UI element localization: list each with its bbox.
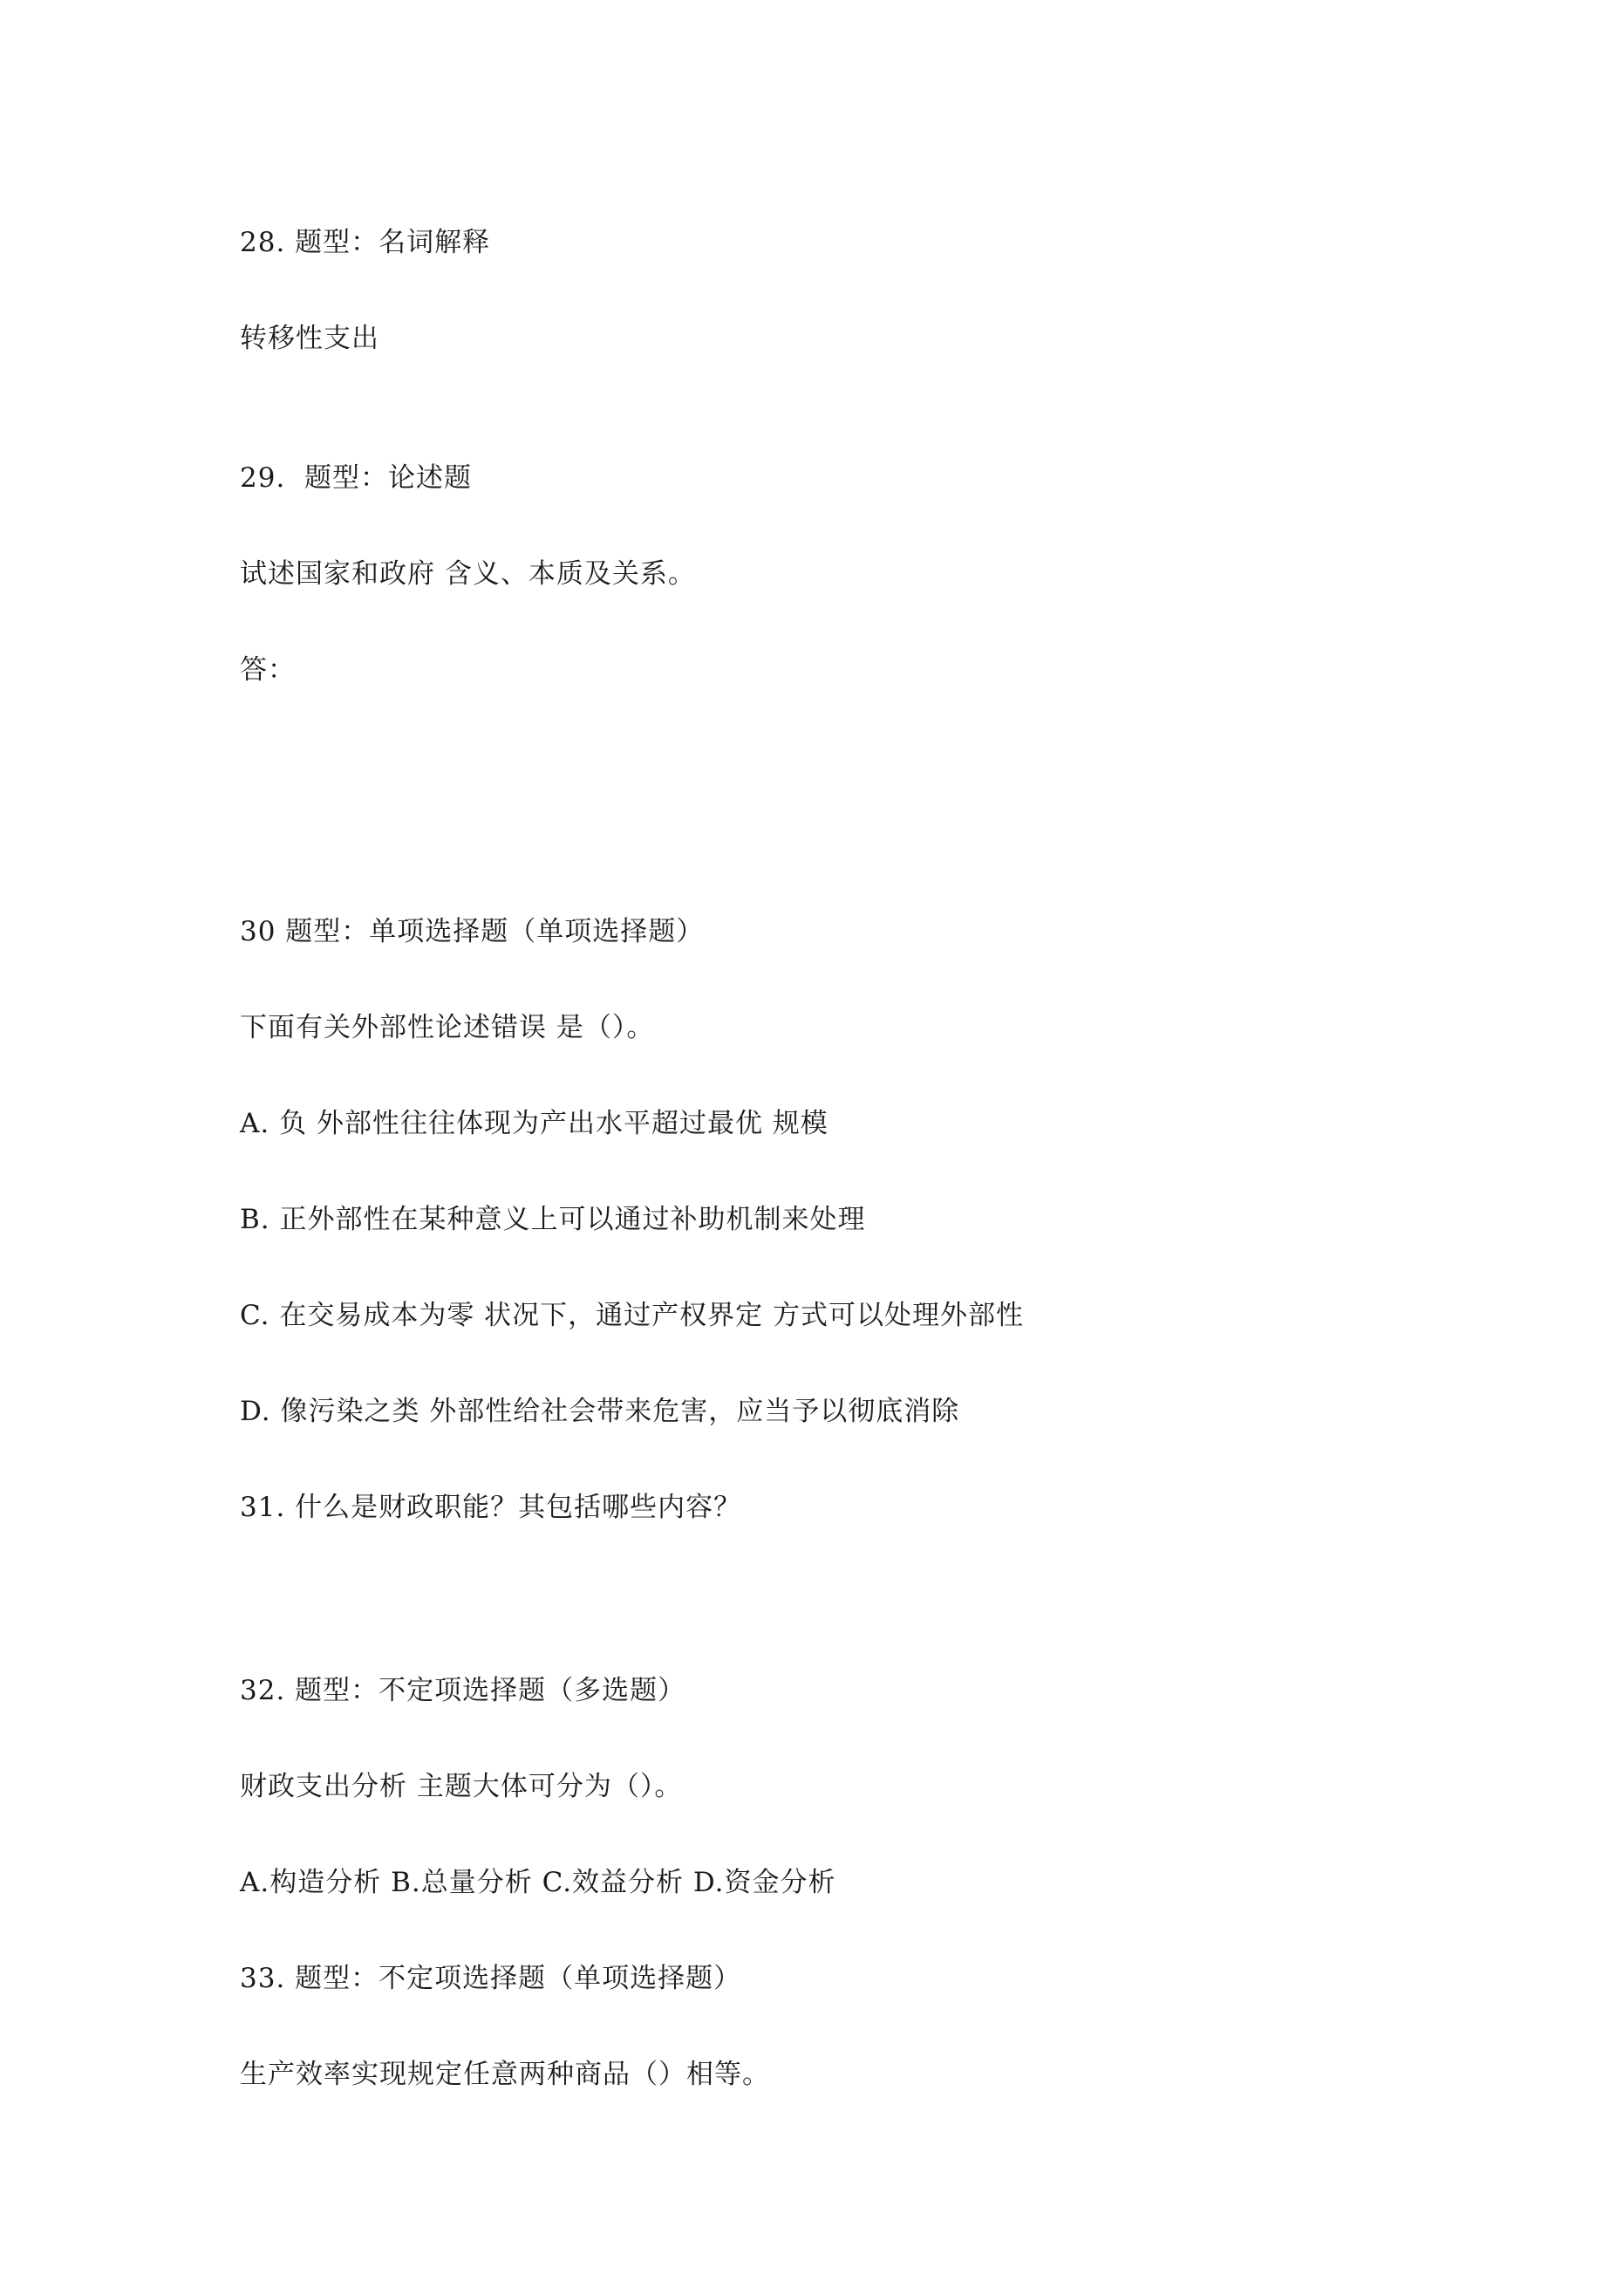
question-33-header: 33. 题型：不定项选择题（单项选择题） [240, 1963, 742, 1994]
question-32-stem: 财政支出分析 主题大体可分为（）。 [240, 1771, 683, 1802]
question-32-header: 32. 题型：不定项选择题（多选题） [240, 1675, 686, 1706]
question-30-header: 30 题型：单项选择题（单项选择题） [240, 916, 705, 947]
question-30-option-a: A. 负 外部性往往体现为产出水平超过最优 规模 [240, 1108, 829, 1139]
question-30-option-c: C. 在交易成本为零 状况下，通过产权界定 方式可以处理外部性 [240, 1300, 1025, 1331]
question-29-stem: 试述国家和政府 含义、本质及关系。 [240, 558, 696, 590]
question-28-header: 28. 题型：名词解释 [240, 227, 491, 258]
question-29-answer-label: 答： [240, 654, 296, 686]
question-29-header: 29. 题型：论述题 [240, 462, 473, 494]
question-30-option-d: D. 像污染之类 外部性给社会带来危害，应当予以彻底消除 [240, 1396, 960, 1427]
question-32-options: A.构造分析 B.总量分析 C.效益分析 D.资金分析 [240, 1867, 836, 1898]
question-30-stem: 下面有关外部性论述错误 是（）。 [240, 1012, 655, 1043]
question-28-stem: 转移性支出 [240, 323, 379, 354]
question-30-option-b: B. 正外部性在某种意义上可以通过补助机制来处理 [240, 1204, 866, 1235]
question-33-stem: 生产效率实现规定任意两种商品（）相等。 [240, 2059, 770, 2090]
question-31-header: 31. 什么是财政职能？其包括哪些内容？ [240, 1492, 742, 1523]
